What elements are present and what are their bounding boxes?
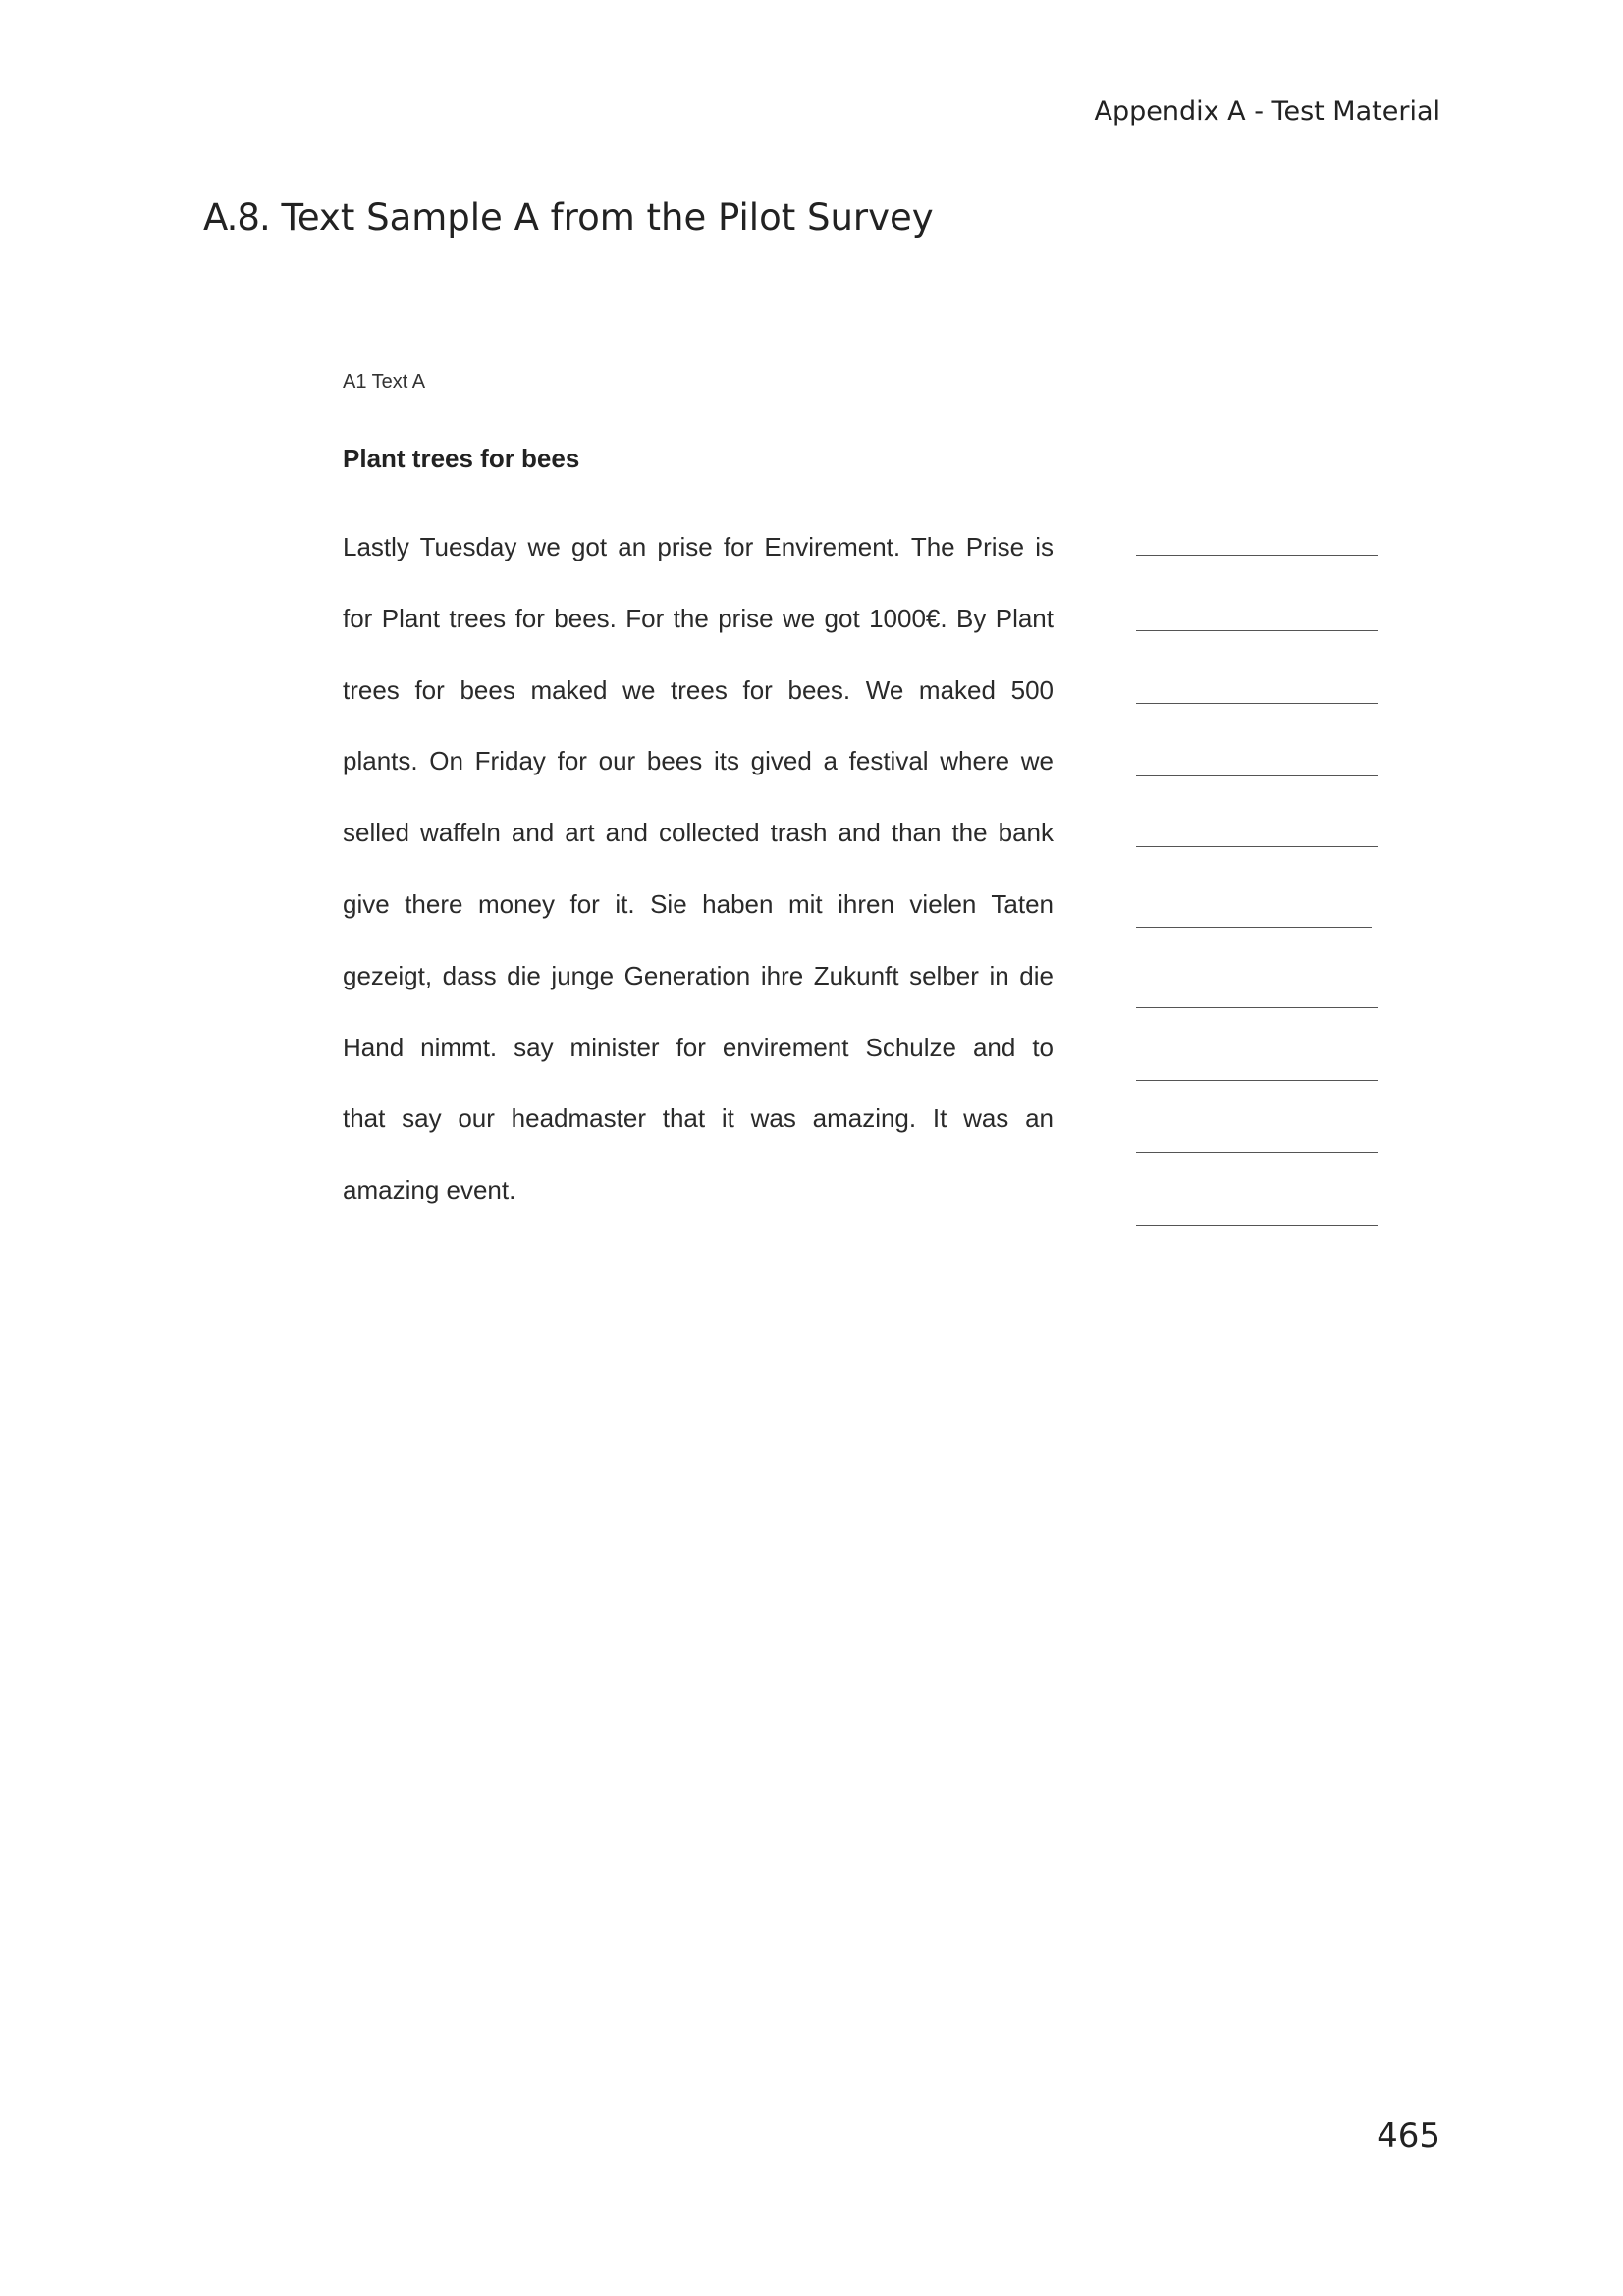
text-line: Hand nimmt. say minister for envirement Schulze and to <box>343 1032 1054 1062</box>
answer-blank[interactable] <box>1136 1080 1378 1081</box>
page-number: 465 <box>1377 2116 1440 2156</box>
sample-label: A1 Text A <box>343 371 426 393</box>
answer-blank[interactable] <box>1136 1152 1378 1153</box>
answer-blank[interactable] <box>1136 1007 1378 1008</box>
answer-blank[interactable] <box>1136 846 1378 847</box>
section-heading <box>203 196 934 239</box>
text-line: trees for bees maked we trees for bees. We maked 500 <box>343 674 1054 705</box>
section-title: Text Sample A from the Pilot Survey <box>281 196 934 239</box>
sample-title: Plant trees for bees <box>343 444 580 473</box>
text-line: that say our headmaster that it was amazing. It was an <box>343 1103 1054 1134</box>
text-line: amazing event. <box>343 1175 516 1205</box>
text-line: for Plant trees for bees. For the prise we got 1000€. By Plant <box>343 603 1054 633</box>
text-line: plants. On Friday for our bees its gived a festival where we <box>343 746 1054 776</box>
running-header: Appendix A - Test Material <box>1094 96 1440 127</box>
text-line: selled waffeln and art and collected trash and than the bank <box>343 818 1054 848</box>
sample-text <box>343 530 1054 1245</box>
answer-blank[interactable] <box>1136 630 1378 631</box>
answer-blank[interactable] <box>1136 927 1372 928</box>
text-line: Lastly Tuesday we got an prise for Envirement. The Prise is <box>343 532 1054 561</box>
answer-blank[interactable] <box>1136 775 1378 776</box>
answer-blank[interactable] <box>1136 1225 1378 1226</box>
text-line: gezeigt, dass die junge Generation ihre Zukunft selber in die <box>343 960 1054 990</box>
section-number: A.8. <box>203 196 270 239</box>
answer-blank[interactable] <box>1136 555 1378 556</box>
answer-blank[interactable] <box>1136 703 1378 704</box>
text-line: give there money for it. Sie haben mit ihren vielen Taten <box>343 888 1054 919</box>
